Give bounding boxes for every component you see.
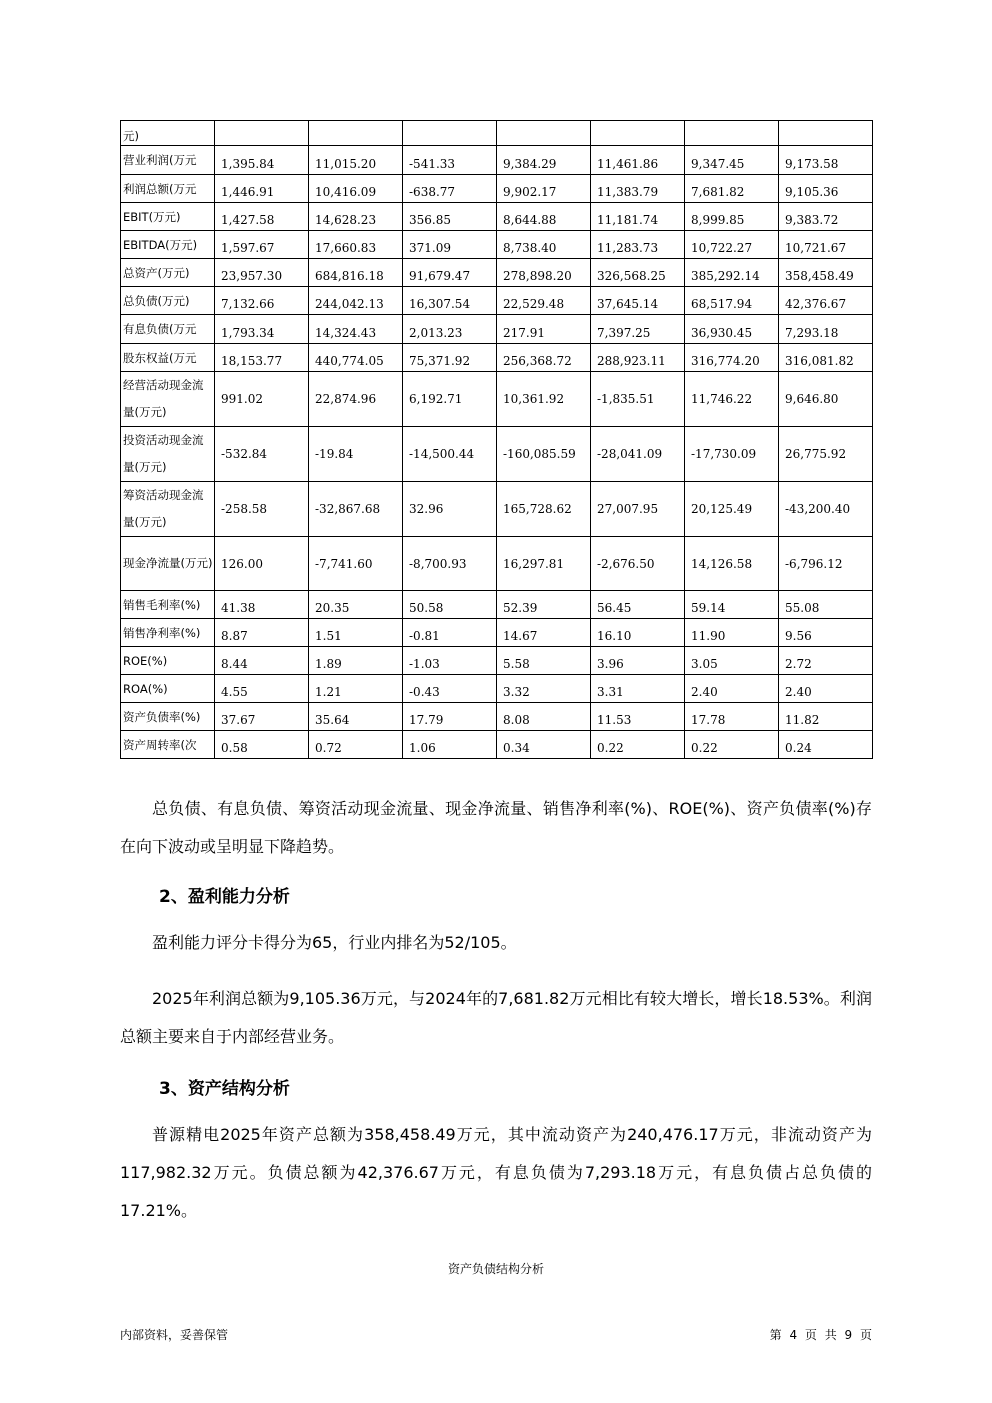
table-cell: 1.89: [309, 647, 403, 675]
table-cell: 14,628.23: [309, 203, 403, 231]
table-cell: 2.40: [685, 675, 779, 703]
table-row: [121, 315, 873, 344]
table-cell: 17,660.83: [309, 231, 403, 259]
table-cell: 440,774.05: [309, 344, 403, 372]
row-label: 资产周转率(次: [121, 731, 215, 759]
table-cell: 20.35: [309, 591, 403, 619]
table-cell: -19.84: [309, 427, 403, 482]
row-label: 筹资活动现金流量(万元): [121, 482, 215, 537]
table-cell: 75,371.92: [403, 344, 497, 372]
row-label: EBIT(万元): [121, 203, 215, 231]
table-row: [121, 231, 873, 259]
table-cell: [591, 121, 685, 146]
heading-asset-structure: 3、资产结构分析: [159, 1079, 290, 1099]
table-cell: 59.14: [685, 591, 779, 619]
table-cell: 8.87: [215, 619, 309, 647]
table-cell: 1,395.84: [215, 146, 309, 175]
table-cell: -160,085.59: [497, 427, 591, 482]
table-row: [121, 427, 873, 482]
table-cell: -1.03: [403, 647, 497, 675]
table-cell: 22,874.96: [309, 372, 403, 427]
table-cell: 37.67: [215, 703, 309, 731]
row-label: 营业利润(万元: [121, 146, 215, 175]
table-row: [121, 537, 873, 591]
row-label: 总资产(万元): [121, 259, 215, 287]
chart-caption: 资产负债结构分析: [447, 1262, 544, 1276]
table-cell: -6,796.12: [779, 537, 873, 591]
table-cell: 14,324.43: [309, 315, 403, 344]
table-cell: 17.79: [403, 703, 497, 731]
table-cell: 9,173.58: [779, 146, 873, 175]
table-cell: 56.45: [591, 591, 685, 619]
table-cell: 0.22: [685, 731, 779, 759]
heading-profitability: 2、盈利能力分析: [159, 887, 290, 907]
table-cell: 16,297.81: [497, 537, 591, 591]
table-cell: 52.39: [497, 591, 591, 619]
table-row: [121, 647, 873, 675]
table-cell: 9.56: [779, 619, 873, 647]
table-row: [121, 482, 873, 537]
table-cell: 9,105.36: [779, 175, 873, 203]
financial-table: [120, 120, 873, 759]
table-cell: 55.08: [779, 591, 873, 619]
table-cell: [215, 121, 309, 146]
table-cell: -7,741.60: [309, 537, 403, 591]
row-label: 销售毛利率(%): [121, 591, 215, 619]
table-row: [121, 344, 873, 372]
table-cell: 358,458.49: [779, 259, 873, 287]
table-cell: 41.38: [215, 591, 309, 619]
table-cell: 684,816.18: [309, 259, 403, 287]
table-cell: 14.67: [497, 619, 591, 647]
table-cell: 2,013.23: [403, 315, 497, 344]
table-cell: 7,681.82: [685, 175, 779, 203]
table-cell: 316,774.20: [685, 344, 779, 372]
table-cell: 35.64: [309, 703, 403, 731]
footer-confidential: 内部资料，妥善保管: [120, 1328, 229, 1342]
table-row: [121, 591, 873, 619]
table-row: [121, 675, 873, 703]
table-cell: [779, 121, 873, 146]
table-cell: -1,835.51: [591, 372, 685, 427]
table-cell: 11.82: [779, 703, 873, 731]
table-cell: 244,042.13: [309, 287, 403, 315]
table-cell: 8.44: [215, 647, 309, 675]
table-cell: 7,397.25: [591, 315, 685, 344]
row-label: 元): [121, 121, 215, 146]
table-cell: [685, 121, 779, 146]
table-cell: -28,041.09: [591, 427, 685, 482]
row-label: 总负债(万元): [121, 287, 215, 315]
table-cell: 1.06: [403, 731, 497, 759]
table-cell: 10,416.09: [309, 175, 403, 203]
table-cell: 256,368.72: [497, 344, 591, 372]
table-cell: 991.02: [215, 372, 309, 427]
table-cell: 11,461.86: [591, 146, 685, 175]
table-cell: 0.24: [779, 731, 873, 759]
table-cell: 14,126.58: [685, 537, 779, 591]
table-cell: 91,679.47: [403, 259, 497, 287]
table-row: [121, 372, 873, 427]
table-cell: 2.72: [779, 647, 873, 675]
table-cell: 10,722.27: [685, 231, 779, 259]
profit-score-paragraph: 盈利能力评分卡得分为65，行业内排名为52/105。: [152, 933, 517, 952]
table-cell: 11,746.22: [685, 372, 779, 427]
table-cell: -43,200.40: [779, 482, 873, 537]
table-cell: 4.55: [215, 675, 309, 703]
table-cell: -0.43: [403, 675, 497, 703]
table-cell: 7,132.66: [215, 287, 309, 315]
table-cell: 20,125.49: [685, 482, 779, 537]
row-label: 利润总额(万元: [121, 175, 215, 203]
table-cell: 37,645.14: [591, 287, 685, 315]
table-cell: 3.31: [591, 675, 685, 703]
table-cell: 278,898.20: [497, 259, 591, 287]
table-cell: 3.05: [685, 647, 779, 675]
table-cell: -14,500.44: [403, 427, 497, 482]
table-cell: 32.96: [403, 482, 497, 537]
row-label: 股东权益(万元: [121, 344, 215, 372]
table-cell: 0.34: [497, 731, 591, 759]
table-cell: 9,902.17: [497, 175, 591, 203]
table-cell: -2,676.50: [591, 537, 685, 591]
table-row: [121, 731, 873, 759]
table-cell: 316,081.82: [779, 344, 873, 372]
table-cell: 0.22: [591, 731, 685, 759]
table-cell: 0.72: [309, 731, 403, 759]
table-cell: 11,181.74: [591, 203, 685, 231]
table-row: [121, 259, 873, 287]
table-cell: 11.53: [591, 703, 685, 731]
footer-page-number: 第 4 页 共 9 页: [769, 1328, 872, 1342]
table-cell: 1,427.58: [215, 203, 309, 231]
table-cell: -0.81: [403, 619, 497, 647]
table-cell: 326,568.25: [591, 259, 685, 287]
table-cell: 23,957.30: [215, 259, 309, 287]
table-cell: -17,730.09: [685, 427, 779, 482]
table-cell: 9,347.45: [685, 146, 779, 175]
table-cell: 8.08: [497, 703, 591, 731]
row-label: 投资活动现金流量(万元): [121, 427, 215, 482]
table-cell: 385,292.14: [685, 259, 779, 287]
row-label: ROA(%): [121, 675, 215, 703]
table-row: [121, 287, 873, 315]
table-cell: 356.85: [403, 203, 497, 231]
table-cell: 9,383.72: [779, 203, 873, 231]
table-cell: 8,999.85: [685, 203, 779, 231]
table-cell: -258.58: [215, 482, 309, 537]
table-cell: 11,283.73: [591, 231, 685, 259]
row-label: ROE(%): [121, 647, 215, 675]
table-row: [121, 703, 873, 731]
table-cell: 8,644.88: [497, 203, 591, 231]
row-label: 销售净利率(%): [121, 619, 215, 647]
table-cell: 36,930.45: [685, 315, 779, 344]
table-cell: 1.51: [309, 619, 403, 647]
table-row: [121, 175, 873, 203]
table-row: [121, 203, 873, 231]
table-cell: 10,721.67: [779, 231, 873, 259]
table-cell: 3.32: [497, 675, 591, 703]
table-cell: 16,307.54: [403, 287, 497, 315]
table-cell: 50.58: [403, 591, 497, 619]
row-label: 经营活动现金流量(万元): [121, 372, 215, 427]
row-label: 资产负债率(%): [121, 703, 215, 731]
table-cell: 288,923.11: [591, 344, 685, 372]
table-cell: 7,293.18: [779, 315, 873, 344]
trend-paragraph: 总负债、有息负债、筹资活动现金流量、现金净流量、销售净利率(%)、ROE(%)、资产负债率(%)存在向下波动或呈明显下降趋势。: [120, 799, 872, 856]
row-label: 有息负债(万元: [121, 315, 215, 344]
table-cell: 1,446.91: [215, 175, 309, 203]
table-row: [121, 121, 873, 146]
asset-detail-paragraph: 普源精电2025年资产总额为358,458.49万元，其中流动资产为240,476.17万元，非流动资产为117,982.32万元。负债总额为42,376.67万元，有息负债为7,293.18万元，有息负债占总负债的17.21%。: [120, 1125, 872, 1220]
row-label: EBITDA(万元): [121, 231, 215, 259]
table-cell: -32,867.68: [309, 482, 403, 537]
table-cell: 2.40: [779, 675, 873, 703]
table-cell: 165,728.62: [497, 482, 591, 537]
table-cell: 371.09: [403, 231, 497, 259]
profit-detail-paragraph: 2025年利润总额为9,105.36万元，与2024年的7,681.82万元相比有较大增长，增长18.53%。利润总额主要来自于内部经营业务。: [120, 989, 872, 1046]
table-cell: [403, 121, 497, 146]
table-cell: -8,700.93: [403, 537, 497, 591]
table-cell: 126.00: [215, 537, 309, 591]
table-cell: 22,529.48: [497, 287, 591, 315]
table-cell: 42,376.67: [779, 287, 873, 315]
table-cell: 17.78: [685, 703, 779, 731]
table-cell: -541.33: [403, 146, 497, 175]
table-cell: 217.91: [497, 315, 591, 344]
table-cell: -532.84: [215, 427, 309, 482]
table-cell: 0.58: [215, 731, 309, 759]
table-cell: 1.21: [309, 675, 403, 703]
table-cell: 3.96: [591, 647, 685, 675]
table-cell: 5.58: [497, 647, 591, 675]
table-cell: 11,383.79: [591, 175, 685, 203]
table-cell: 16.10: [591, 619, 685, 647]
row-label: 现金净流量(万元): [121, 537, 215, 591]
table-cell: 27,007.95: [591, 482, 685, 537]
table-cell: 8,738.40: [497, 231, 591, 259]
table-cell: 10,361.92: [497, 372, 591, 427]
table-cell: 1,597.67: [215, 231, 309, 259]
table-cell: [497, 121, 591, 146]
table-cell: 11,015.20: [309, 146, 403, 175]
financial-table-body: [121, 121, 873, 759]
table-row: [121, 619, 873, 647]
table-cell: 1,793.34: [215, 315, 309, 344]
table-cell: 18,153.77: [215, 344, 309, 372]
table-cell: -638.77: [403, 175, 497, 203]
table-cell: [309, 121, 403, 146]
table-cell: 11.90: [685, 619, 779, 647]
table-row: [121, 146, 873, 175]
table-cell: 9,384.29: [497, 146, 591, 175]
table-cell: 6,192.71: [403, 372, 497, 427]
table-cell: 26,775.92: [779, 427, 873, 482]
table-cell: 68,517.94: [685, 287, 779, 315]
table-cell: 9,646.80: [779, 372, 873, 427]
